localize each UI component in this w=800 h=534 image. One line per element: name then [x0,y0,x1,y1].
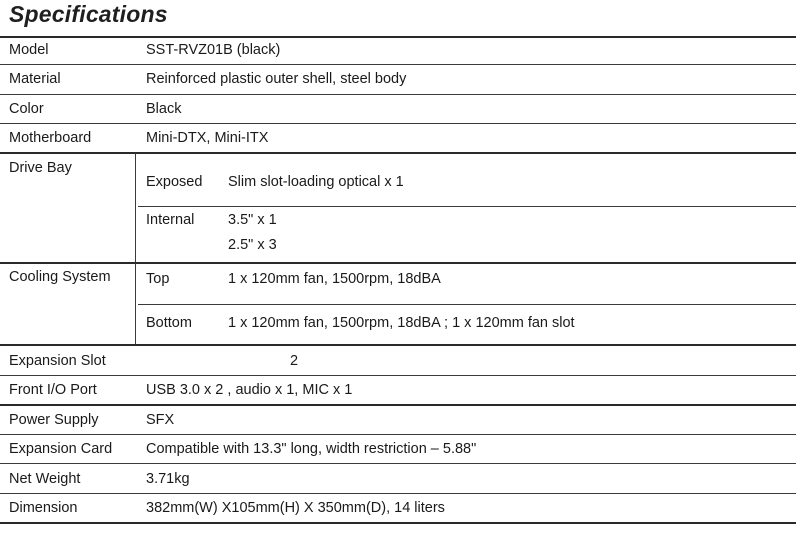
subrow-divider [138,304,796,305]
row-value-net-weight: 3.71kg [146,471,190,487]
row-label-front-io-port: Front I/O Port [9,382,97,398]
row-divider [0,64,796,65]
subrow-value-exposed: Slim slot-loading optical x 1 [228,174,404,190]
row-divider [0,262,796,264]
row-label-expansion-card: Expansion Card [9,441,113,457]
row-divider [0,123,796,124]
column-divider [135,153,136,262]
row-label-power-supply: Power Supply [9,412,99,428]
row-label-net-weight: Net Weight [9,471,81,487]
row-divider [0,404,796,406]
row-label-material: Material [9,71,61,87]
row-value-material: Reinforced plastic outer shell, steel body [146,71,407,87]
subrow-label-top: Top [146,271,170,287]
subrow-label-exposed: Exposed [146,174,203,190]
column-divider [135,263,136,344]
row-label-model: Model [9,42,49,58]
page-title: Specifications [9,1,168,27]
row-value-model: SST-RVZ01B (black) [146,42,281,58]
row-divider [0,94,796,95]
row-value-power-supply: SFX [146,412,175,428]
subrow-value-internal-2: 2.5" x 3 [228,237,277,253]
row-value-expansion-slot: 2 [290,353,299,369]
row-label-dimension: Dimension [9,500,78,516]
subrow-value-bottom: 1 x 120mm fan, 1500rpm, 18dBA ; 1 x 120mm fan slot [228,315,575,331]
row-value-color: Black [146,101,182,117]
row-divider [0,493,796,494]
subrow-label-internal: Internal [146,212,195,228]
subrow-label-bottom: Bottom [146,315,192,331]
row-divider [0,463,796,464]
subrow-divider [138,206,796,207]
subrow-value-internal-1: 3.5" x 1 [228,212,277,228]
row-label-drive-bay: Drive Bay [9,160,72,176]
row-value-motherboard: Mini-DTX, Mini-ITX [146,130,269,146]
row-label-motherboard: Motherboard [9,130,92,146]
row-divider [0,375,796,376]
row-value-front-io-port: USB 3.0 x 2 , audio x 1, MIC x 1 [146,382,353,398]
row-label-cooling-system: Cooling System [9,269,111,285]
row-label-expansion-slot: Expansion Slot [9,353,106,369]
row-divider [0,434,796,435]
row-label-color: Color [9,101,44,117]
table-bottom-border [0,522,796,524]
table-top-border [0,36,796,38]
subrow-value-top: 1 x 120mm fan, 1500rpm, 18dBA [228,271,441,287]
row-divider [0,152,796,154]
row-value-expansion-card: Compatible with 13.3" long, width restriction – 5.88" [146,441,477,457]
row-value-dimension: 382mm(W) X105mm(H) X 350mm(D), 14 liters [146,500,445,516]
row-divider [0,344,796,346]
